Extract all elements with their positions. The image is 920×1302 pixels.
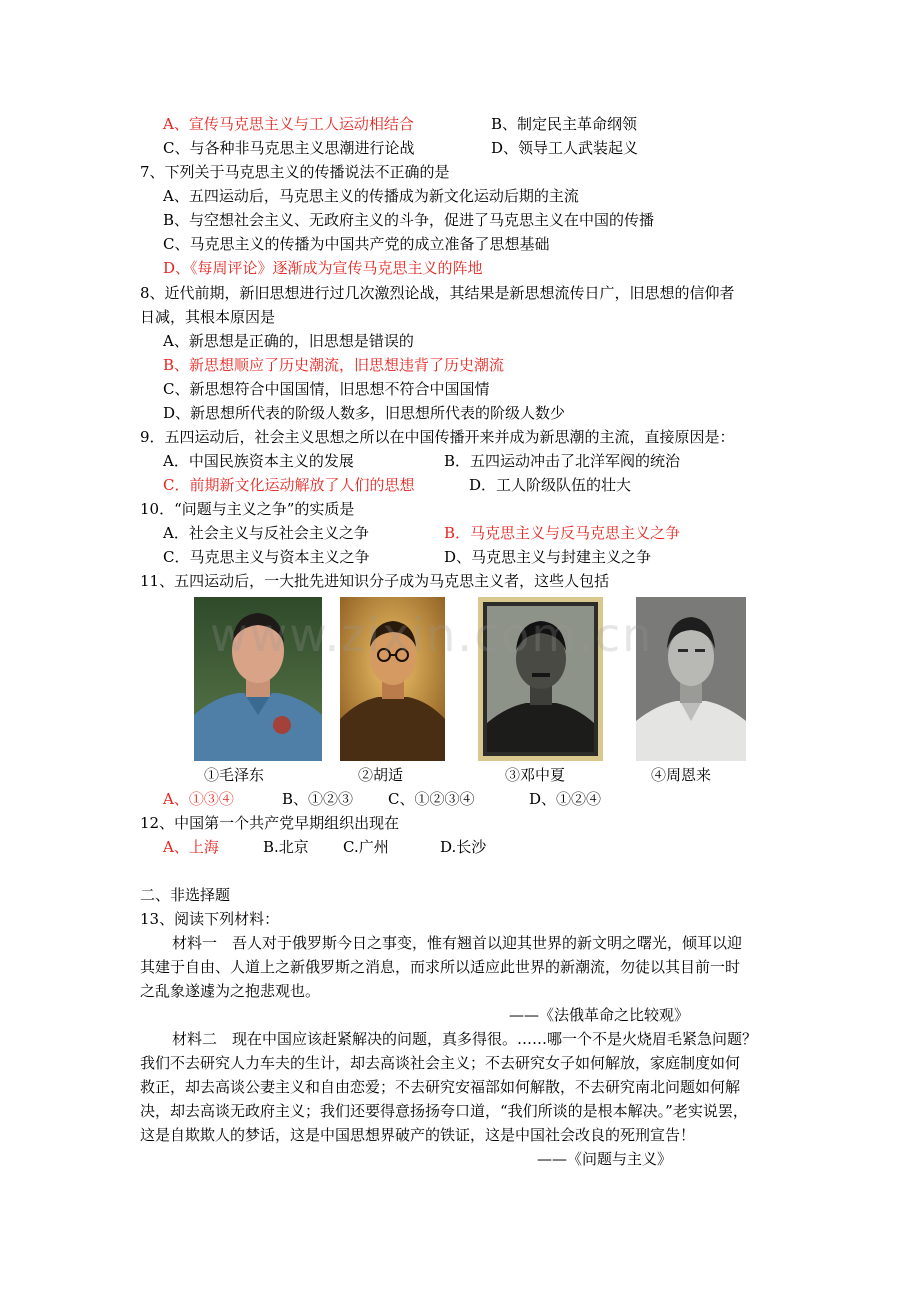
material2-line1: 材料二 现在中国应该赶紧解决的问题，真多得很。……哪一个不是火烧眉毛紧急问题？ xyxy=(172,1030,758,1048)
q9-option-c: C．前期新文化运动解放了人们的思想 xyxy=(163,476,415,494)
q9-option-a: A．中国民族资本主义的发展 xyxy=(163,452,354,470)
q13-stem: 13、阅读下列材料： xyxy=(140,910,280,928)
q6-option-b: B、制定民主革命纲领 xyxy=(491,115,638,133)
q8-stem-line1: 8、近代前期，新旧思想进行过几次激烈论战，其结果是新思想流传日广，旧思想的信仰者 xyxy=(140,284,735,302)
q6-option-d: D、领导工人武装起义 xyxy=(491,139,639,157)
q12-option-d: D.长沙 xyxy=(440,838,487,856)
q6-option-c: C、与各种非马克思主义思潮进行论战 xyxy=(163,139,415,157)
q11-option-b: B、①②③ xyxy=(282,790,354,808)
q11-option-c: C、①②③④ xyxy=(388,790,475,808)
q9-stem: 9．五四运动后，社会主义思想之所以在中国传播开来并成为新思潮的主流，直接原因是： xyxy=(140,428,735,446)
material2-line4: 决，却去高谈无政府主义；我们还要得意扬扬夸口道，“我们所谈的是根本解决。”老实说罢， xyxy=(140,1102,748,1120)
q8-option-c: C、新思想符合中国国情，旧思想不符合中国国情 xyxy=(163,380,490,398)
q6-option-a: A、宣传马克思主义与工人运动相结合 xyxy=(163,115,414,133)
material1-line3: 之乱象遂遽为之抱悲观也。 xyxy=(140,982,321,1000)
material2-line2: 我们不去研究人力车夫的生计，却去高谈社会主义；不去研究女子如何解放，家庭制度如何 xyxy=(140,1054,741,1072)
q12-option-b: B.北京 xyxy=(263,838,309,856)
caption-4: ④周恩来 xyxy=(651,766,712,784)
caption-2: ②胡适 xyxy=(358,766,404,784)
material2-line5: 这是自欺欺人的梦话，这是中国思想界破产的铁证，这是中国社会改良的死刑宣告！ xyxy=(140,1126,696,1144)
caption-3: ③邓中夏 xyxy=(505,766,566,784)
q7-option-c: C、马克思主义的传播为中国共产党的成立准备了思想基础 xyxy=(163,235,550,253)
q7-stem: 7、下列关于马克思主义的传播说法不正确的是 xyxy=(140,163,450,181)
q10-stem: 10．“问题与主义之争”的实质是 xyxy=(140,500,355,518)
watermark: www.zixin.com.cn xyxy=(210,608,654,662)
material2-source: ——《问题与主义》 xyxy=(537,1150,673,1168)
q11-option-a: A、①③④ xyxy=(163,790,234,808)
q7-option-b: B、与空想社会主义、无政府主义的斗争，促进了马克思主义在中国的传播 xyxy=(163,211,655,229)
q11-option-d: D、①②④ xyxy=(529,790,602,808)
q7-option-a: A、五四运动后，马克思主义的传播成为新文化运动后期的主流 xyxy=(163,187,579,205)
caption-1: ①毛泽东 xyxy=(204,766,265,784)
q10-option-b: B．马克思主义与反马克思主义之争 xyxy=(444,524,681,542)
q12-option-a: A、上海 xyxy=(163,838,219,856)
q12-stem: 12、中国第一个共产党早期组织出现在 xyxy=(140,814,400,832)
material1-line1: 材料一 吾人对于俄罗斯今日之事变，惟有翘首以迎其世界的新文明之曙光，倾耳以迎 xyxy=(172,934,743,952)
q8-option-d: D、新思想所代表的阶级人数多，旧思想所代表的阶级人数少 xyxy=(163,404,566,422)
q9-option-d: D．工人阶级队伍的壮大 xyxy=(469,476,632,494)
q8-option-a: A、新思想是正确的，旧思想是错误的 xyxy=(163,332,414,350)
material1-line2: 其建于自由、人道上之新俄罗斯之消息，而求所以适应此世界的新潮流，勿徒以其目前一时 xyxy=(140,958,741,976)
q10-option-a: A．社会主义与反社会主义之争 xyxy=(163,524,369,542)
q7-option-d: D、《每周评论》逐渐成为宣传马克思主义的阵地 xyxy=(163,259,483,277)
q8-stem-line2: 日减，其根本原因是 xyxy=(140,308,276,326)
q10-option-d: D、马克思主义与封建主义之争 xyxy=(444,548,652,566)
material1-source: ——《法俄革命之比较观》 xyxy=(509,1006,690,1024)
q9-option-b: B．五四运动冲击了北洋军阀的统治 xyxy=(444,452,681,470)
section-heading: 二、非选择题 xyxy=(140,886,231,904)
q8-option-b: B、新思想顺应了历史潮流，旧思想违背了历史潮流 xyxy=(163,356,505,374)
q12-option-c: C.广州 xyxy=(343,838,389,856)
q10-option-c: C．马克思主义与资本主义之争 xyxy=(163,548,370,566)
material2-line3: 救正，却去高谈公妻主义和自由恋爱；不去研究安福部如何解散，不去研究南北问题如何解 xyxy=(140,1078,741,1096)
q11-stem: 11、五四运动后，一大批先进知识分子成为马克思主义者，这些人包括 xyxy=(140,572,610,590)
